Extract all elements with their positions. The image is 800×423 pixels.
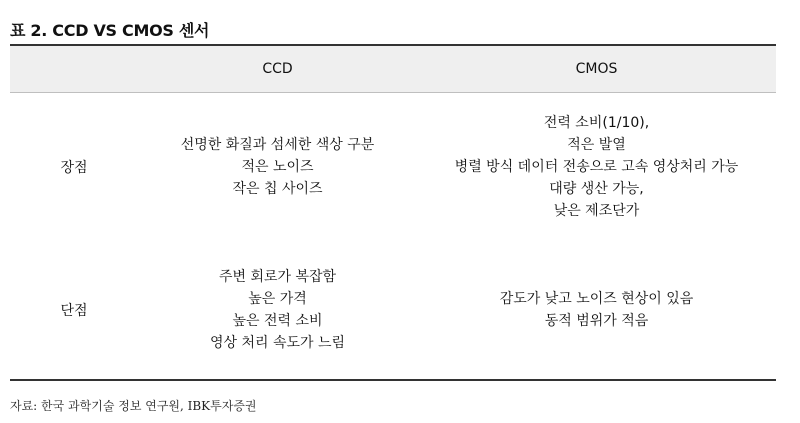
cell-line: 전력 소비(1/10), bbox=[543, 115, 650, 131]
cell-line: 낮은 제조단가 bbox=[553, 203, 640, 219]
table-row-disadvantages bbox=[10, 241, 776, 379]
row-label-advantages: 장점 bbox=[60, 160, 88, 176]
cell-cmos-disadvantages bbox=[417, 241, 776, 379]
cell-line: 적은 노이즈 bbox=[241, 159, 314, 175]
header-cell-ccd: CCD bbox=[262, 61, 293, 77]
cell-line: 병렬 방식 데이터 전송으로 고속 영상처리 가능 bbox=[454, 159, 739, 175]
cell-line: 적은 발열 bbox=[567, 137, 626, 153]
cell-ccd-disadvantages bbox=[138, 241, 417, 379]
cell-line: 높은 전력 소비 bbox=[232, 313, 323, 329]
row-label-disadvantages: 단점 bbox=[60, 303, 88, 319]
cell-line: 작은 칩 사이즈 bbox=[232, 181, 323, 197]
comparison-table bbox=[10, 44, 776, 381]
cell-line: 감도가 낮고 노이즈 현상이 있음 bbox=[499, 291, 694, 307]
header-cell-label bbox=[10, 46, 138, 92]
table-header-row bbox=[10, 46, 776, 93]
cell-line: 동적 범위가 적음 bbox=[544, 313, 649, 329]
cell-line: 주변 회로가 복잡함 bbox=[218, 269, 337, 285]
cell-line: 대량 생산 가능, bbox=[549, 181, 644, 197]
cell-line: 높은 가격 bbox=[248, 291, 307, 307]
table-row-advantages bbox=[10, 93, 776, 241]
cell-cmos-advantages bbox=[417, 93, 776, 241]
cell-line: 영상 처리 속도가 느림 bbox=[209, 335, 346, 351]
bottom-rule bbox=[10, 379, 776, 381]
header-cell-cmos: CMOS bbox=[575, 61, 618, 77]
table-title: 표 2. CCD VS CMOS 센서 bbox=[10, 21, 210, 40]
cell-line: 선명한 화질과 섬세한 색상 구분 bbox=[180, 137, 375, 153]
cell-ccd-advantages bbox=[138, 93, 417, 241]
source-note: 자료: 한국 과학기술 정보 연구원, IBK투자증권 bbox=[10, 399, 257, 413]
